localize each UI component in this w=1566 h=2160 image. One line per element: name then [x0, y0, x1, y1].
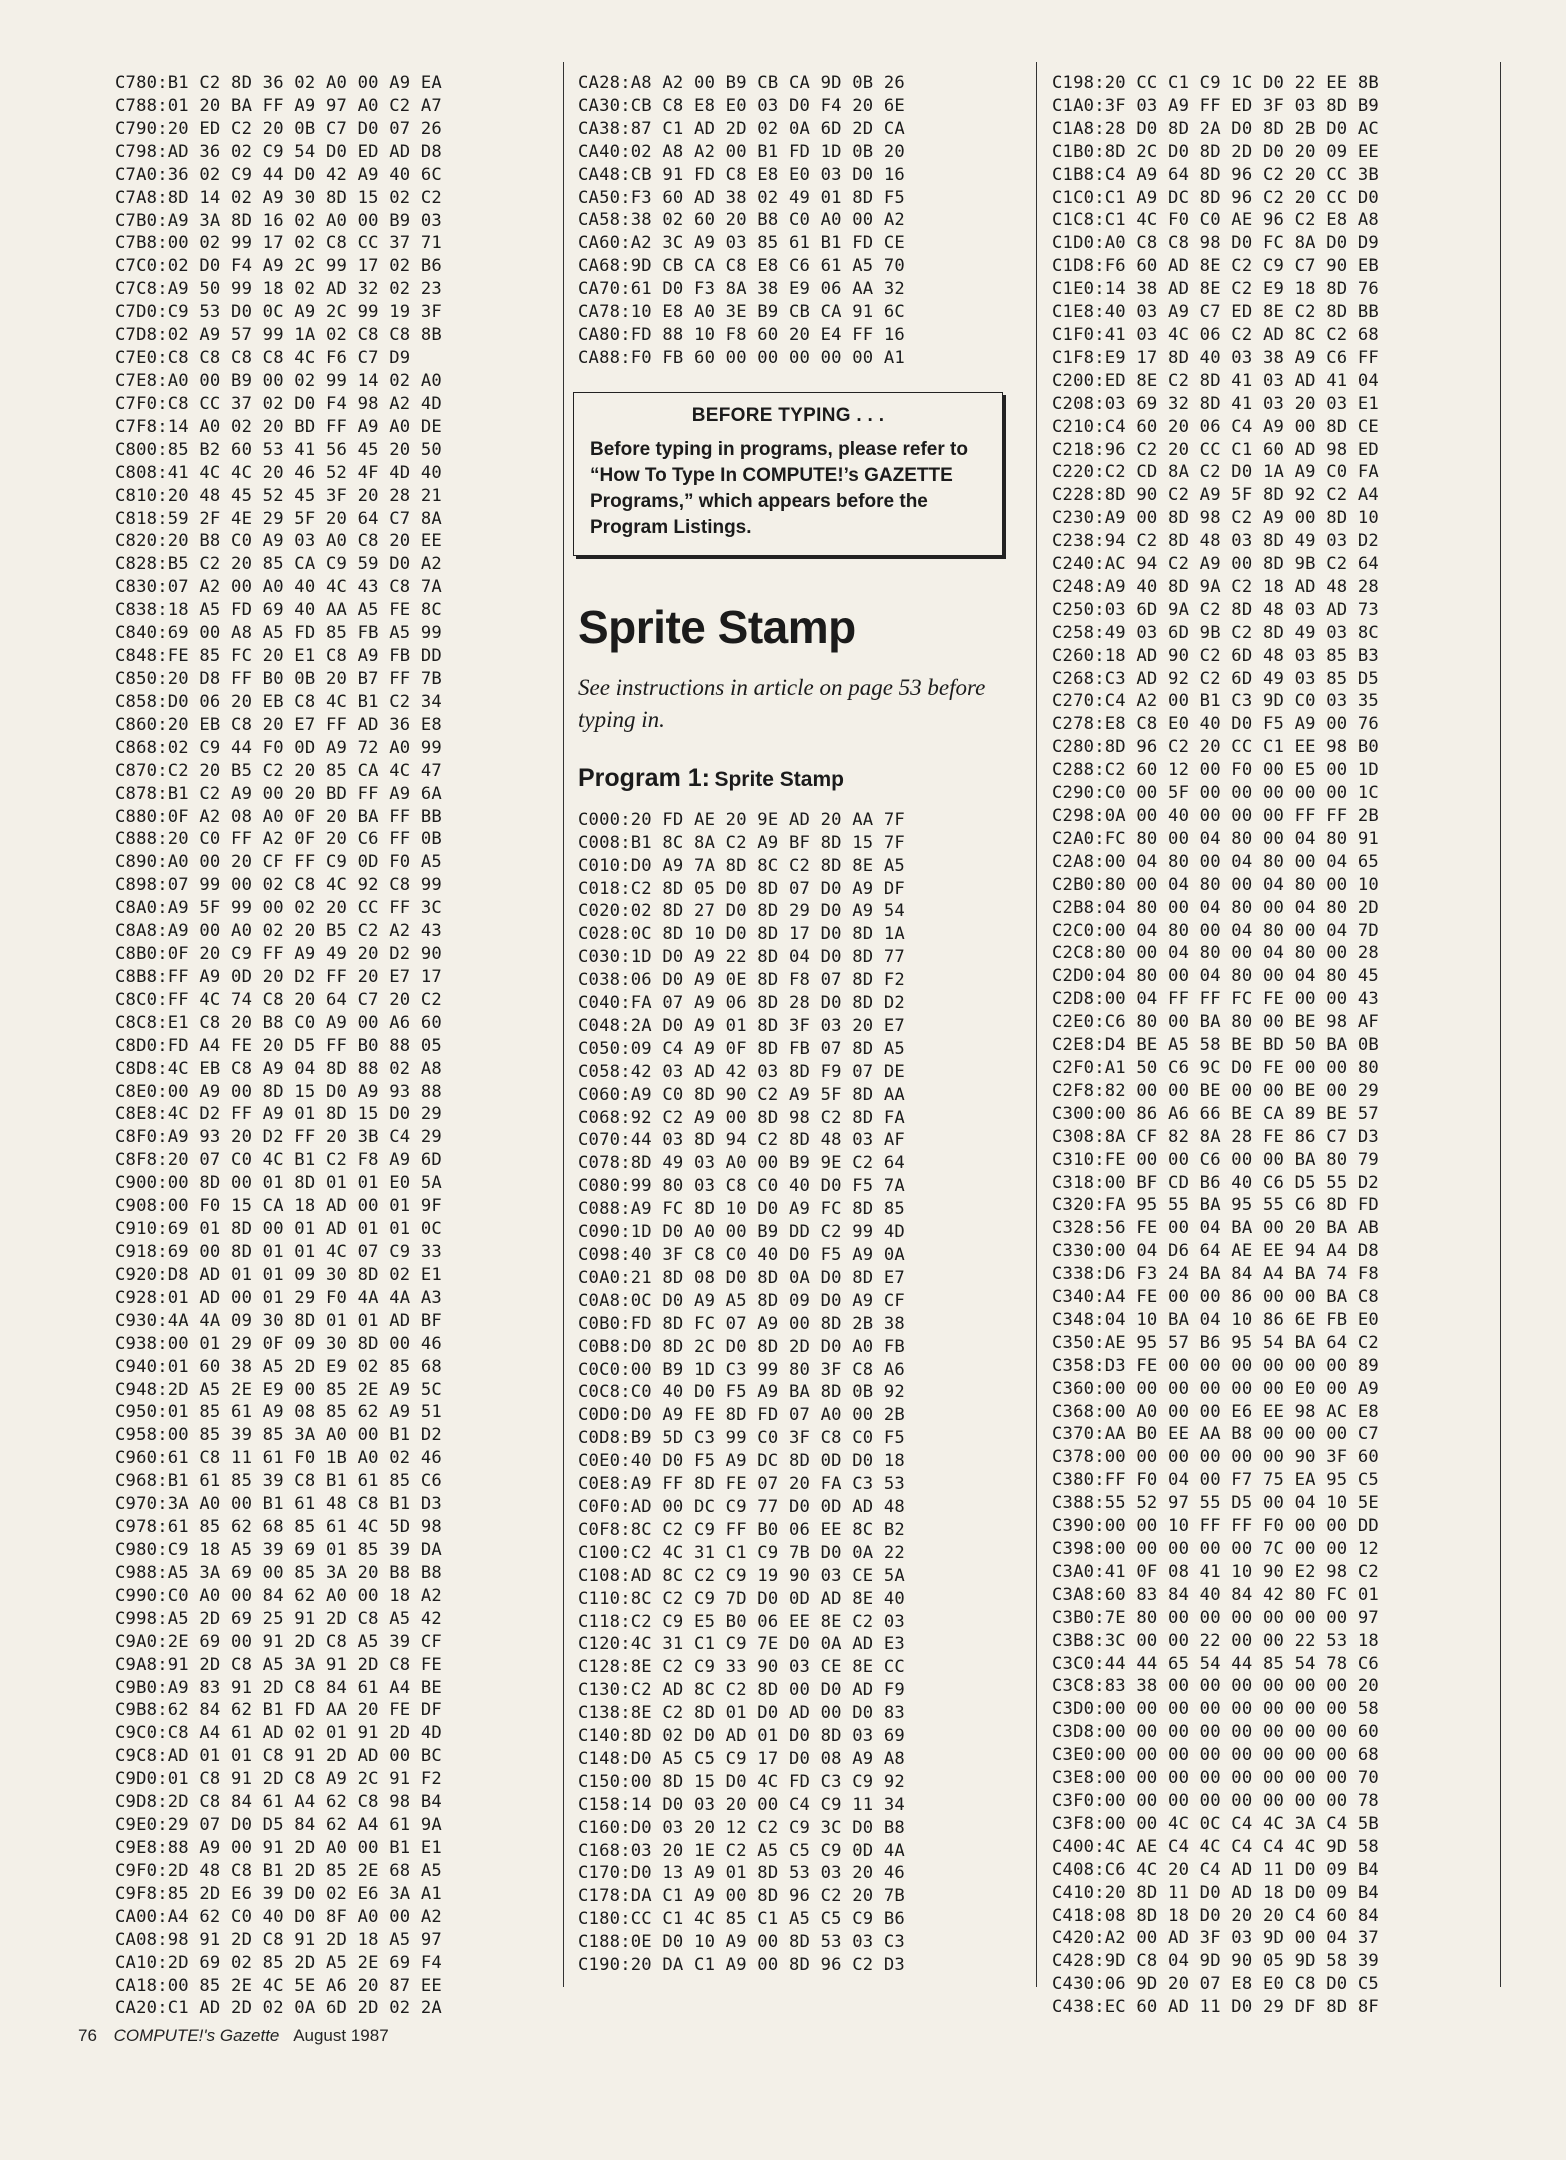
- listing-line: C188:0E D0 10 A9 00 8D 53 03 C3: [578, 1932, 905, 1953]
- listing-line: C150:00 8D 15 D0 4C FD C3 C9 92: [578, 1771, 905, 1792]
- listing-line: C1D0:A0 C8 C8 98 D0 FC 8A D0 D9: [1052, 233, 1379, 254]
- listing-line: C7A0:36 02 C9 44 D0 42 A9 40 6C: [115, 164, 442, 185]
- column-divider: [1500, 62, 1501, 1987]
- listing-line: C038:06 D0 A9 0E 8D F8 07 8D F2: [578, 970, 905, 991]
- listing-line: C128:8E C2 C9 33 90 03 CE 8E CC: [578, 1657, 905, 1678]
- listing-line: C278:E8 C8 E0 40 D0 F5 A9 00 76: [1052, 714, 1379, 735]
- listing-line: C7D0:C9 53 D0 0C A9 2C 99 19 3F: [115, 302, 442, 323]
- listing-line: C840:69 00 A8 A5 FD 85 FB A5 99: [115, 623, 442, 644]
- listing-line: C298:0A 00 40 00 00 00 FF FF 2B: [1052, 806, 1379, 826]
- listing-line: C7E8:A0 00 B9 00 02 99 14 02 A0: [115, 370, 442, 391]
- listing-line: C118:C2 C9 E5 B0 06 EE 8E C2 03: [578, 1611, 905, 1632]
- listing-line: C810:20 48 45 52 45 3F 20 28 21: [115, 485, 442, 506]
- article-title: Sprite Stamp: [578, 600, 856, 653]
- listing-line: C388:55 52 97 55 D5 00 04 10 5E: [1052, 1493, 1379, 1514]
- listing-line: C328:56 FE 00 04 BA 00 20 BA AB: [1052, 1218, 1379, 1239]
- listing-line: C048:2A D0 A9 01 8D 3F 03 20 E7: [578, 1015, 905, 1036]
- listing-line: C078:8D 49 03 A0 00 B9 9E C2 64: [578, 1153, 905, 1174]
- listing-line: CA08:98 91 2D C8 91 2D 18 A5 97: [115, 1929, 442, 1950]
- listing-line: C000:20 FD AE 20 9E AD 20 AA 7F: [578, 809, 905, 830]
- listing-line: CA70:61 D0 F3 8A 38 E9 06 AA 32: [578, 279, 905, 300]
- listing-line: C870:C2 20 B5 C2 20 85 CA 4C 47: [115, 760, 442, 781]
- listing-line: C3F0:00 00 00 00 00 00 00 00 78: [1052, 1790, 1379, 1811]
- listing-line: C918:69 00 8D 01 01 4C 07 C9 33: [115, 1242, 442, 1263]
- listing-line: C220:C2 CD 8A C2 D0 1A A9 C0 FA: [1052, 462, 1379, 483]
- listing-line: C888:20 C0 FF A2 0F 20 C6 FF 0B: [115, 829, 442, 850]
- listing-line: C198:20 CC C1 C9 1C D0 22 EE 8B: [1052, 73, 1379, 93]
- column-divider: [563, 62, 564, 1987]
- listing-line: C2C0:00 04 80 00 04 80 00 04 7D: [1052, 920, 1379, 941]
- listing-line: C058:42 03 AD 42 03 8D F9 07 DE: [578, 1061, 905, 1082]
- listing-line: C400:4C AE C4 4C C4 C4 4C 9D 58: [1052, 1836, 1379, 1857]
- issue-date: August 1987: [293, 2026, 389, 2045]
- listing-line: C378:00 00 00 00 00 00 90 3F 60: [1052, 1447, 1379, 1468]
- listing-line: C3E0:00 00 00 00 00 00 00 00 68: [1052, 1745, 1379, 1766]
- listing-line: C848:FE 85 FC 20 E1 C8 A9 FB DD: [115, 646, 442, 667]
- magazine-name: COMPUTE!'s Gazette: [113, 2026, 280, 2045]
- listing-line: C2D0:04 80 00 04 80 00 04 80 45: [1052, 966, 1379, 987]
- listing-line: C828:B5 C2 20 85 CA C9 59 D0 A2: [115, 554, 442, 575]
- listing-line: C258:49 03 6D 9B C2 8D 49 03 8C: [1052, 622, 1379, 643]
- listing-line: C1E8:40 03 A9 C7 ED 8E C2 8D BB: [1052, 302, 1379, 323]
- listing-line: C330:00 04 D6 64 AE EE 94 A4 D8: [1052, 1241, 1379, 1262]
- listing-line: C928:01 AD 00 01 29 F0 4A 4A A3: [115, 1287, 442, 1308]
- listing-line: C408:C6 4C 20 C4 AD 11 D0 09 B4: [1052, 1859, 1379, 1880]
- listing-line: C208:03 69 32 8D 41 03 20 03 E1: [1052, 393, 1379, 414]
- listing-line: CA18:00 85 2E 4C 5E A6 20 87 EE: [115, 1975, 442, 1996]
- listing-line: C158:14 D0 03 20 00 C4 C9 11 34: [578, 1794, 905, 1815]
- listing-line: C2A8:00 04 80 00 04 80 00 04 65: [1052, 851, 1379, 872]
- listing-line: C7B0:A9 3A 8D 16 02 A0 00 B9 03: [115, 210, 442, 231]
- listing-line: C7B8:00 02 99 17 02 C8 CC 37 71: [115, 233, 442, 254]
- listing-line: C950:01 85 61 A9 08 85 62 A9 51: [115, 1402, 442, 1423]
- listing-line: CA88:F0 FB 60 00 00 00 00 00 A1: [578, 347, 905, 368]
- listing-line: C228:8D 90 C2 A9 5F 8D 92 C2 A4: [1052, 485, 1379, 506]
- listing-line: C980:C9 18 A5 39 69 01 85 39 DA: [115, 1540, 442, 1560]
- listing-line: C908:00 F0 15 CA 18 AD 00 01 9F: [115, 1196, 442, 1217]
- listing-line: C9F0:2D 48 C8 B1 2D 85 2E 68 A5: [115, 1860, 442, 1881]
- listing-line: C3C8:83 38 00 00 00 00 00 00 20: [1052, 1676, 1379, 1697]
- listing-line: C958:00 85 39 85 3A A0 00 B1 D2: [115, 1425, 442, 1446]
- listing-line: C0D0:D0 A9 FE 8D FD 07 A0 00 2B: [578, 1405, 905, 1426]
- listing-line: C390:00 00 10 FF FF F0 00 00 DD: [1052, 1516, 1379, 1537]
- listing-line: C970:3A A0 00 B1 61 48 C8 B1 D3: [115, 1494, 442, 1515]
- listing-line: C940:01 60 38 A5 2D E9 02 85 68: [115, 1356, 442, 1377]
- listing-line: C1C8:C1 4C F0 C0 AE 96 C2 E8 A8: [1052, 210, 1379, 231]
- hex-listing: [578, 72, 1018, 370]
- listing-line: C340:A4 FE 00 00 86 00 00 BA C8: [1052, 1287, 1379, 1308]
- listing-line: C0A8:0C D0 A9 A5 8D 09 D0 A9 CF: [578, 1290, 905, 1311]
- listing-line: C788:01 20 BA FF A9 97 A0 C2 A7: [115, 95, 442, 116]
- listing-line: C8B0:0F 20 C9 FF A9 49 20 D2 90: [115, 944, 442, 965]
- listing-line: C0E0:40 D0 F5 A9 DC 8D 0D D0 18: [578, 1451, 905, 1472]
- listing-line: C148:D0 A5 C5 C9 17 D0 08 A9 A8: [578, 1748, 905, 1769]
- listing-line: C420:A2 00 AD 3F 03 9D 00 04 37: [1052, 1928, 1379, 1949]
- listing-line: C2F0:A1 50 C6 9C D0 FE 00 00 80: [1052, 1057, 1379, 1078]
- listing-line: C800:85 B2 60 53 41 56 45 20 50: [115, 439, 442, 460]
- listing-line: C9B0:A9 83 91 2D C8 84 61 A4 BE: [115, 1677, 442, 1698]
- listing-line: C868:02 C9 44 F0 0D A9 72 A0 99: [115, 737, 442, 758]
- listing-line: C0B0:FD 8D FC 07 A9 00 8D 2B 38: [578, 1313, 905, 1334]
- listing-line: C0A0:21 8D 08 D0 8D 0A D0 8D E7: [578, 1267, 905, 1288]
- listing-line: C218:96 C2 20 CC C1 60 AD 98 ED: [1052, 439, 1379, 460]
- listing-line: CA38:87 C1 AD 2D 02 0A 6D 2D CA: [578, 118, 905, 139]
- box-text: Before typing in programs, please refer to “How To Type In COMPUTE!’s GAZETTE Programs,” which appears before the Program Listings.: [590, 438, 968, 538]
- listing-line: C270:C4 A2 00 B1 C3 9D C0 03 35: [1052, 691, 1379, 712]
- listing-line: C050:09 C4 A9 0F 8D FB 07 8D A5: [578, 1038, 905, 1059]
- listing-line: C2E0:C6 80 00 BA 80 00 BE 98 AF: [1052, 1012, 1379, 1033]
- listing-line: C860:20 EB C8 20 E7 FF AD 36 E8: [115, 714, 442, 735]
- listing-line: C798:AD 36 02 C9 54 D0 ED AD D8: [115, 141, 442, 162]
- listing-line: CA58:38 02 60 20 B8 C0 A0 00 A2: [578, 210, 905, 231]
- listing-line: C080:99 80 03 C8 C0 40 D0 F5 7A: [578, 1176, 905, 1197]
- listing-line: C430:06 9D 20 07 E8 E0 C8 D0 C5: [1052, 1974, 1379, 1995]
- listing-line: C8C8:E1 C8 20 B8 C0 A9 00 A6 60: [115, 1012, 442, 1033]
- listing-line: C3F8:00 00 4C 0C C4 4C 3A C4 5B: [1052, 1813, 1379, 1834]
- listing-line: C8F0:A9 93 20 D2 FF 20 3B C4 29: [115, 1127, 442, 1148]
- listing-line: C2E8:D4 BE A5 58 BE BD 50 BA 0B: [1052, 1035, 1379, 1056]
- program-name: Sprite Stamp: [714, 767, 844, 791]
- listing-line: C880:0F A2 08 A0 0F 20 BA FF BB: [115, 806, 442, 827]
- listing-line: C7C8:A9 50 99 18 02 AD 32 02 23: [115, 279, 442, 300]
- listing-line: C858:D0 06 20 EB C8 4C B1 C2 34: [115, 691, 442, 712]
- listing-line: C818:59 2F 4E 29 5F 20 64 C7 8A: [115, 508, 442, 529]
- listing-line: C3E8:00 00 00 00 00 00 00 00 70: [1052, 1768, 1379, 1789]
- listing-line: CA28:A8 A2 00 B9 CB CA 9D 0B 26: [578, 73, 905, 93]
- listing-line: C130:C2 AD 8C C2 8D 00 D0 AD F9: [578, 1680, 905, 1701]
- listing-line: C1B0:8D 2C D0 8D 2D D0 20 09 EE: [1052, 141, 1379, 162]
- listing-line: C780:B1 C2 8D 36 02 A0 00 A9 EA: [115, 73, 442, 93]
- listing-column-2: [578, 72, 1018, 1977]
- listing-line: C3D0:00 00 00 00 00 00 00 00 58: [1052, 1699, 1379, 1720]
- listing-line: C0C8:C0 40 D0 F5 A9 BA 8D 0B 92: [578, 1382, 905, 1403]
- listing-line: C120:4C 31 C1 C9 7E D0 0A AD E3: [578, 1634, 905, 1655]
- column-divider: [1036, 62, 1037, 1987]
- listing-line: C3C0:44 44 65 54 44 85 54 78 C6: [1052, 1653, 1379, 1674]
- listing-line: C368:00 A0 00 00 E6 EE 98 AC E8: [1052, 1401, 1379, 1422]
- listing-line: CA30:CB C8 E8 E0 03 D0 F4 20 6E: [578, 95, 905, 116]
- listing-line: C030:1D D0 A9 22 8D 04 D0 8D 77: [578, 947, 905, 968]
- listing-line: C9F8:85 2D E6 39 D0 02 E6 3A A1: [115, 1883, 442, 1904]
- listing-line: C2B8:04 80 00 04 80 00 04 80 2D: [1052, 897, 1379, 918]
- listing-line: C0D8:B9 5D C3 99 C0 3F C8 C0 F5: [578, 1428, 905, 1449]
- listing-line: C838:18 A5 FD 69 40 AA A5 FE 8C: [115, 600, 442, 621]
- listing-line: C020:02 8D 27 D0 8D 29 D0 A9 54: [578, 901, 905, 922]
- listing-line: C0E8:A9 FF 8D FE 07 20 FA C3 53: [578, 1474, 905, 1495]
- listing-line: CA40:02 A8 A2 00 B1 FD 1D 0B 20: [578, 141, 905, 162]
- listing-line: C7C0:02 D0 F4 A9 2C 99 17 02 B6: [115, 256, 442, 277]
- listing-line: C9A0:2E 69 00 91 2D C8 A5 39 CF: [115, 1631, 442, 1652]
- listing-line: C808:41 4C 4C 20 46 52 4F 4D 40: [115, 462, 442, 483]
- listing-line: C910:69 01 8D 00 01 AD 01 01 0C: [115, 1219, 442, 1240]
- listing-line: C1F8:E9 17 8D 40 03 38 A9 C6 FF: [1052, 347, 1379, 368]
- listing-line: C060:A9 C0 8D 90 C2 A9 5F 8D AA: [578, 1084, 905, 1105]
- listing-line: C1C0:C1 A9 DC 8D 96 C2 20 CC D0: [1052, 187, 1379, 208]
- listing-line: C7F0:C8 CC 37 02 D0 F4 98 A2 4D: [115, 393, 442, 414]
- listing-line: C820:20 B8 C0 A9 03 A0 C8 20 EE: [115, 531, 442, 552]
- listing-line: C9E0:29 07 D0 D5 84 62 A4 61 9A: [115, 1815, 442, 1836]
- listing-line: C1F0:41 03 4C 06 C2 AD 8C C2 68: [1052, 324, 1379, 345]
- listing-line: CA50:F3 60 AD 38 02 49 01 8D F5: [578, 187, 905, 208]
- listing-line: C018:C2 8D 05 D0 8D 07 D0 A9 DF: [578, 878, 905, 899]
- listing-line: C2C8:80 00 04 80 00 04 80 00 28: [1052, 943, 1379, 964]
- listing-line: C140:8D 02 D0 AD 01 D0 8D 03 69: [578, 1726, 905, 1747]
- listing-line: C370:AA B0 EE AA B8 00 00 00 C7: [1052, 1424, 1379, 1445]
- listing-line: C250:03 6D 9A C2 8D 48 03 AD 73: [1052, 599, 1379, 620]
- program-number: Program 1:: [578, 763, 710, 792]
- listing-line: C978:61 85 62 68 85 61 4C 5D 98: [115, 1517, 442, 1538]
- listing-line: C2A0:FC 80 00 04 80 00 04 80 91: [1052, 828, 1379, 849]
- listing-line: C930:4A 4A 09 30 8D 01 01 AD BF: [115, 1310, 442, 1331]
- listing-line: C230:A9 00 8D 98 C2 A9 00 8D 10: [1052, 508, 1379, 529]
- listing-line: C028:0C 8D 10 D0 8D 17 D0 8D 1A: [578, 924, 905, 945]
- listing-line: CA68:9D CB CA C8 E8 C6 61 A5 70: [578, 256, 905, 277]
- listing-line: C200:ED 8E C2 8D 41 03 AD 41 04: [1052, 370, 1379, 391]
- listing-line: C0F0:AD 00 DC C9 77 D0 0D AD 48: [578, 1496, 905, 1517]
- listing-line: C7D8:02 A9 57 99 1A 02 C8 C8 8B: [115, 325, 442, 346]
- listing-line: C2F8:82 00 00 BE 00 00 BE 00 29: [1052, 1080, 1379, 1101]
- listing-line: C248:A9 40 8D 9A C2 18 AD 48 28: [1052, 576, 1379, 597]
- listing-line: C8D0:FD A4 FE 20 D5 FF B0 88 05: [115, 1035, 442, 1056]
- listing-line: C948:2D A5 2E E9 00 85 2E A9 5C: [115, 1379, 442, 1400]
- listing-line: C890:A0 00 20 CF FF C9 0D F0 A5: [115, 852, 442, 873]
- listing-line: C090:1D D0 A0 00 B9 DD C2 99 4D: [578, 1222, 905, 1243]
- listing-line: C8E0:00 A9 00 8D 15 D0 A9 93 88: [115, 1081, 442, 1102]
- listing-line: C260:18 AD 90 C2 6D 48 03 85 B3: [1052, 645, 1379, 666]
- listing-line: C2B0:80 00 04 80 00 04 80 00 10: [1052, 874, 1379, 895]
- listing-line: C9A8:91 2D C8 A5 3A 91 2D C8 FE: [115, 1654, 442, 1675]
- listing-line: C280:8D 96 C2 20 CC C1 EE 98 B0: [1052, 737, 1379, 758]
- listing-line: C310:FE 00 00 C6 00 00 BA 80 79: [1052, 1149, 1379, 1170]
- listing-line: C8B8:FF A9 0D 20 D2 FF 20 E7 17: [115, 966, 442, 987]
- listing-line: C1A0:3F 03 A9 FF ED 3F 03 8D B9: [1052, 95, 1379, 116]
- listing-line: C210:C4 60 20 06 C4 A9 00 8D CE: [1052, 416, 1379, 437]
- hex-listing: [1052, 72, 1492, 2019]
- listing-line: C1B8:C4 A9 64 8D 96 C2 20 CC 3B: [1052, 164, 1379, 185]
- listing-line: C8A8:A9 00 A0 02 20 B5 C2 A2 43: [115, 921, 442, 942]
- program-heading: [578, 764, 1018, 793]
- listing-line: C308:8A CF 82 8A 28 FE 86 C7 D3: [1052, 1126, 1379, 1147]
- listing-line: C0C0:00 B9 1D C3 99 80 3F C8 A6: [578, 1359, 905, 1380]
- listing-line: C990:C0 A0 00 84 62 A0 00 18 A2: [115, 1585, 442, 1606]
- listing-line: CA78:10 E8 A0 3E B9 CB CA 91 6C: [578, 302, 905, 323]
- listing-line: C9E8:88 A9 00 91 2D A0 00 B1 E1: [115, 1837, 442, 1858]
- listing-line: C398:00 00 00 00 00 7C 00 00 12: [1052, 1539, 1379, 1559]
- listing-line: C0B8:D0 8D 2C D0 8D 2D D0 A0 FB: [578, 1336, 905, 1357]
- listing-line: C8C0:FF 4C 74 C8 20 64 C7 20 C2: [115, 989, 442, 1010]
- listing-line: C160:D0 03 20 12 C2 C9 3C D0 B8: [578, 1817, 905, 1838]
- page-footer: [78, 2026, 389, 2046]
- listing-line: C338:D6 F3 24 BA 84 A4 BA 74 F8: [1052, 1264, 1379, 1285]
- listing-line: C8F8:20 07 C0 4C B1 C2 F8 A9 6D: [115, 1150, 442, 1171]
- listing-line: C938:00 01 29 0F 09 30 8D 00 46: [115, 1333, 442, 1354]
- listing-line: CA60:A2 3C A9 03 85 61 B1 FD CE: [578, 233, 905, 254]
- listing-line: C178:DA C1 A9 00 8D 96 C2 20 7B: [578, 1886, 905, 1907]
- listing-line: C010:D0 A9 7A 8D 8C C2 8D 8E A5: [578, 855, 905, 876]
- listing-line: C2D8:00 04 FF FF FC FE 00 00 43: [1052, 989, 1379, 1010]
- listing-line: C428:9D C8 04 9D 90 05 9D 58 39: [1052, 1951, 1379, 1972]
- listing-line: CA20:C1 AD 2D 02 0A 6D 2D 02 2A: [115, 1998, 442, 2019]
- listing-line: C0F8:8C C2 C9 FF B0 06 EE 8C B2: [578, 1519, 905, 1540]
- hex-listing: [578, 809, 1018, 1977]
- listing-line: C348:04 10 BA 04 10 86 6E FB E0: [1052, 1309, 1379, 1330]
- typing-instructions: See instructions in article on page 53 before typing in.: [578, 674, 986, 732]
- listing-line: C100:C2 4C 31 C1 C9 7B D0 0A 22: [578, 1542, 905, 1563]
- listing-line: C168:03 20 1E C2 A5 C5 C9 0D 4A: [578, 1840, 905, 1861]
- listing-line: C9C0:C8 A4 61 AD 02 01 91 2D 4D: [115, 1723, 442, 1744]
- listing-line: C8A0:A9 5F 99 00 02 20 CC FF 3C: [115, 898, 442, 919]
- listing-line: C380:FF F0 04 00 F7 75 EA 95 C5: [1052, 1470, 1379, 1491]
- listing-line: C238:94 C2 8D 48 03 8D 49 03 D2: [1052, 531, 1379, 552]
- box-heading: BEFORE TYPING . . .: [691, 404, 885, 426]
- listing-line: C3A0:41 0F 08 41 10 90 E2 98 C2: [1052, 1561, 1379, 1582]
- listing-line: C170:D0 13 A9 01 8D 53 03 20 46: [578, 1863, 905, 1884]
- listing-line: C418:08 8D 18 D0 20 20 C4 60 84: [1052, 1905, 1379, 1926]
- listing-line: C1D8:F6 60 AD 8E C2 C9 C7 90 EB: [1052, 256, 1379, 277]
- listing-line: C3D8:00 00 00 00 00 00 00 00 60: [1052, 1722, 1379, 1743]
- listing-line: C360:00 00 00 00 00 00 E0 00 A9: [1052, 1378, 1379, 1399]
- listing-line: C988:A5 3A 69 00 85 3A 20 B8 B8: [115, 1562, 442, 1583]
- listing-line: C9D8:2D C8 84 61 A4 62 C8 98 B4: [115, 1792, 442, 1813]
- listing-column-3: [1052, 72, 1492, 2019]
- listing-line: C350:AE 95 57 B6 95 54 BA 64 C2: [1052, 1332, 1379, 1353]
- listing-line: C850:20 D8 FF B0 0B 20 B7 FF 7B: [115, 668, 442, 689]
- listing-line: C320:FA 95 55 BA 95 55 C6 8D FD: [1052, 1195, 1379, 1216]
- listing-line: CA48:CB 91 FD C8 E8 E0 03 D0 16: [578, 164, 905, 185]
- listing-line: C7F8:14 A0 02 20 BD FF A9 A0 DE: [115, 416, 442, 437]
- listing-line: C900:00 8D 00 01 8D 01 01 E0 5A: [115, 1173, 442, 1194]
- listing-line: C438:EC 60 AD 11 D0 29 DF 8D 8F: [1052, 1997, 1379, 2018]
- listing-line: C920:D8 AD 01 01 09 30 8D 02 E1: [115, 1264, 442, 1285]
- listing-line: C830:07 A2 00 A0 40 4C 43 C8 7A: [115, 577, 442, 598]
- listing-line: C9D0:01 C8 91 2D C8 A9 2C 91 F2: [115, 1769, 442, 1790]
- listing-line: C968:B1 61 85 39 C8 B1 61 85 C6: [115, 1471, 442, 1492]
- listing-line: C008:B1 8C 8A C2 A9 BF 8D 15 7F: [578, 832, 905, 853]
- listing-line: C790:20 ED C2 20 0B C7 D0 07 26: [115, 118, 442, 139]
- listing-line: C268:C3 AD 92 C2 6D 49 03 85 D5: [1052, 668, 1379, 689]
- listing-line: C040:FA 07 A9 06 8D 28 D0 8D D2: [578, 993, 905, 1014]
- hex-listing: [115, 72, 555, 2020]
- listing-line: C240:AC 94 C2 A9 00 8D 9B C2 64: [1052, 554, 1379, 575]
- listing-line: C068:92 C2 A9 00 8D 98 C2 8D FA: [578, 1107, 905, 1128]
- listing-line: C190:20 DA C1 A9 00 8D 96 C2 D3: [578, 1955, 905, 1976]
- listing-line: C3A8:60 83 84 40 84 42 80 FC 01: [1052, 1584, 1379, 1605]
- listing-line: C8E8:4C D2 FF A9 01 8D 15 D0 29: [115, 1104, 442, 1125]
- listing-line: C138:8E C2 8D 01 D0 AD 00 D0 83: [578, 1703, 905, 1724]
- listing-line: C1E0:14 38 AD 8E C2 E9 18 8D 76: [1052, 279, 1379, 300]
- listing-line: C180:CC C1 4C 85 C1 A5 C5 C9 B6: [578, 1909, 905, 1930]
- listing-line: C9B8:62 84 62 B1 FD AA 20 FE DF: [115, 1700, 442, 1721]
- listing-line: C098:40 3F C8 C0 40 D0 F5 A9 0A: [578, 1245, 905, 1265]
- listing-line: C300:00 86 A6 66 BE CA 89 BE 57: [1052, 1103, 1379, 1124]
- listing-line: C998:A5 2D 69 25 91 2D C8 A5 42: [115, 1608, 442, 1629]
- listing-line: C3B8:3C 00 00 22 00 00 22 53 18: [1052, 1630, 1379, 1651]
- listing-line: C290:C0 00 5F 00 00 00 00 00 1C: [1052, 783, 1379, 804]
- listing-line: C318:00 BF CD B6 40 C6 D5 55 D2: [1052, 1172, 1379, 1193]
- listing-column-1: [115, 72, 555, 2020]
- listing-line: C288:C2 60 12 00 F0 00 E5 00 1D: [1052, 760, 1379, 781]
- listing-line: C878:B1 C2 A9 00 20 BD FF A9 6A: [115, 783, 442, 804]
- listing-line: C898:07 99 00 02 C8 4C 92 C8 99: [115, 875, 442, 896]
- listing-line: C070:44 03 8D 94 C2 8D 48 03 AF: [578, 1130, 905, 1151]
- listing-line: C7A8:8D 14 02 A9 30 8D 15 02 C2: [115, 187, 442, 208]
- listing-line: C358:D3 FE 00 00 00 00 00 00 89: [1052, 1355, 1379, 1376]
- listing-line: C410:20 8D 11 D0 AD 18 D0 09 B4: [1052, 1882, 1379, 1903]
- before-typing-box: [573, 392, 1003, 556]
- listing-line: CA00:A4 62 C0 40 D0 8F A0 00 A2: [115, 1906, 442, 1927]
- listing-line: C088:A9 FC 8D 10 D0 A9 FC 8D 85: [578, 1199, 905, 1220]
- listing-line: C1A8:28 D0 8D 2A D0 8D 2B D0 AC: [1052, 118, 1379, 139]
- listing-line: C9C8:AD 01 01 C8 91 2D AD 00 BC: [115, 1746, 442, 1767]
- listing-line: C3B0:7E 80 00 00 00 00 00 00 97: [1052, 1607, 1379, 1628]
- listing-line: C960:61 C8 11 61 F0 1B A0 02 46: [115, 1448, 442, 1469]
- page-number: 76: [78, 2026, 97, 2045]
- listing-line: C8D8:4C EB C8 A9 04 8D 88 02 A8: [115, 1058, 442, 1079]
- listing-line: C7E0:C8 C8 C8 C8 4C F6 C7 D9: [115, 348, 411, 369]
- listing-line: CA10:2D 69 02 85 2D A5 2E 69 F4: [115, 1952, 442, 1973]
- listing-line: C110:8C C2 C9 7D D0 0D AD 8E 40: [578, 1588, 905, 1609]
- listing-line: CA80:FD 88 10 F8 60 20 E4 FF 16: [578, 324, 905, 345]
- listing-line: C108:AD 8C C2 C9 19 90 03 CE 5A: [578, 1565, 905, 1586]
